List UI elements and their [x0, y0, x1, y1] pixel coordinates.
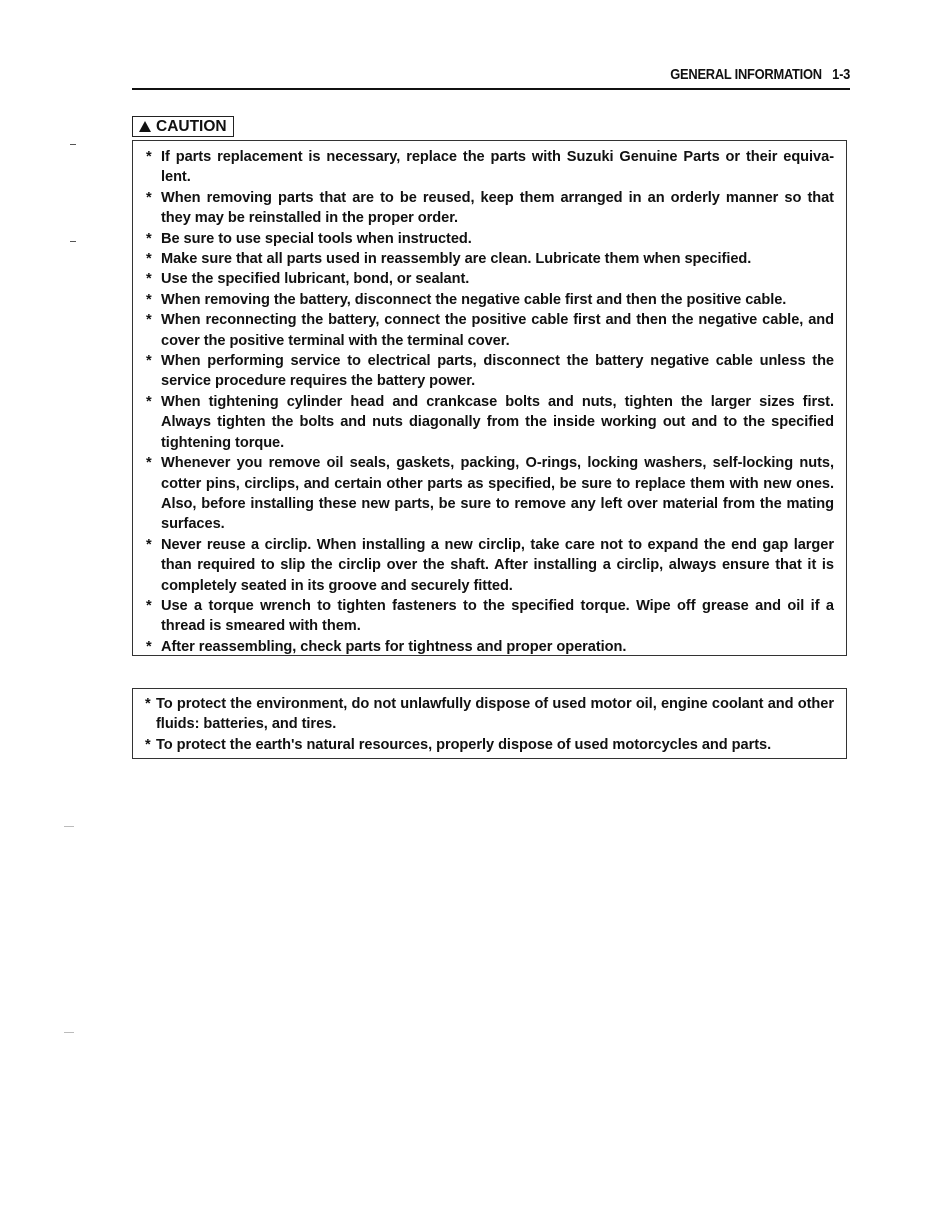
bullet-asterisk: *	[145, 736, 151, 753]
scan-artifact	[70, 144, 76, 145]
caution-box	[132, 140, 847, 656]
page-number: 1-3	[832, 66, 850, 83]
caution-item	[133, 392, 846, 453]
caution-item	[133, 453, 846, 535]
running-header	[670, 66, 850, 83]
bullet-asterisk: *	[146, 291, 152, 308]
scan-artifact	[64, 826, 74, 827]
caution-item-text: Make sure that all parts used in reassembly are clean. Lubricate them when specified.	[161, 251, 752, 268]
caution-label-text: CAUTION	[156, 118, 227, 135]
caution-item-text: When tightening cylinder head and crankcase bolts and nuts, tighten the larger sizes first. Always tighten the bolts and nuts diagonally from the inside working out and to the specified tightening torque.	[161, 393, 834, 451]
caution-item-text: When reconnecting the battery, connect the positive cable first and then the negative cable, and cover the positive terminal with the terminal cover.	[161, 312, 834, 349]
caution-item	[133, 269, 846, 289]
caution-item	[133, 535, 846, 596]
caution-item	[133, 147, 846, 188]
caution-item-text: When removing the battery, disconnect the negative cable first and then the positive cable.	[161, 291, 787, 308]
caution-item-text: If parts replacement is necessary, replace the parts with Suzuki Genuine Parts or their equiva-lent.	[161, 149, 834, 186]
bullet-asterisk: *	[146, 189, 152, 206]
environment-item	[133, 694, 846, 735]
environment-item-text: To protect the earth's natural resources, properly dispose of used motorcycles and parts.	[156, 736, 772, 753]
caution-item-text: Whenever you remove oil seals, gaskets, packing, O-rings, locking washers, self-locking nuts, cotter pins, circlips, and certain other parts as specified, be sure to replace them with new ones. Also, before installing these new parts, be sure to remove any left over material from the mating surfaces.	[161, 455, 834, 533]
bullet-asterisk: *	[146, 536, 152, 553]
bullet-asterisk: *	[146, 638, 152, 655]
bullet-asterisk: *	[146, 271, 152, 288]
caution-item-text: Never reuse a circlip. When installing a new circlip, take care not to expand the end gap larger than required to slip the circlip over the shaft. After installing a circlip, always ensure that it is completely seated in its groove and securely fitted.	[161, 536, 834, 594]
page-header	[132, 66, 850, 90]
caution-item-text: When performing service to electrical parts, disconnect the battery negative cable unless the service procedure requires the battery power.	[161, 353, 834, 390]
bullet-asterisk: *	[146, 597, 152, 614]
caution-item	[133, 290, 846, 310]
caution-item	[133, 188, 846, 229]
caution-item-text: Use a torque wrench to tighten fasteners to the specified torque. Wipe off grease and oil if a thread is smeared with them.	[161, 597, 834, 635]
environment-item	[133, 735, 846, 755]
caution-item-text: Be sure to use special tools when instructed.	[161, 230, 472, 247]
caution-item	[133, 229, 846, 249]
bullet-asterisk: *	[146, 149, 152, 165]
scan-artifact	[70, 241, 76, 242]
environment-note-box	[132, 688, 847, 759]
bullet-asterisk: *	[146, 230, 152, 247]
warning-triangle-icon	[139, 121, 151, 132]
caution-item	[133, 249, 846, 269]
section-title: GENERAL INFORMATION	[670, 66, 822, 83]
scan-artifact	[64, 1032, 74, 1033]
caution-item	[133, 637, 846, 657]
bullet-asterisk: *	[146, 251, 152, 268]
caution-item-text: Use the specified lubricant, bond, or sealant.	[161, 271, 470, 288]
caution-item	[133, 596, 846, 637]
caution-item-text: After reassembling, check parts for tightness and proper operation.	[161, 638, 627, 655]
caution-item	[133, 351, 846, 392]
caution-item-text: When removing parts that are to be reused, keep them arranged in an orderly manner so that they may be reinstalled in the proper order.	[161, 189, 834, 227]
bullet-asterisk: *	[146, 455, 152, 472]
environment-item-text: To protect the environment, do not unlawfully dispose of used motor oil, engine coolant and other fluids: batteries, and tires.	[156, 696, 834, 733]
bullet-asterisk: *	[146, 312, 152, 329]
caution-item	[133, 310, 846, 351]
bullet-asterisk: *	[145, 696, 151, 712]
bullet-asterisk: *	[146, 393, 152, 410]
bullet-asterisk: *	[146, 353, 152, 370]
caution-label	[132, 116, 234, 137]
